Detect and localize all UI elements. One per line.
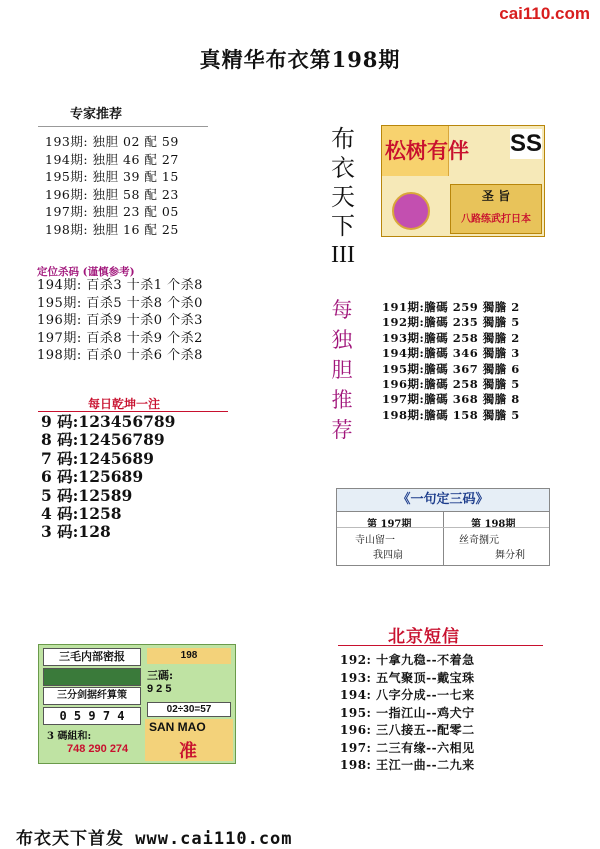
banner-t3: 3 碼組和: xyxy=(47,731,92,742)
cell: 寺山留一 xyxy=(355,535,395,546)
banner-brand: SAN MAO xyxy=(149,720,206,734)
col2-head: 第 198期 xyxy=(471,519,516,530)
list-item: 5 码:12589 xyxy=(41,485,133,505)
banner-big: 准 xyxy=(179,741,197,762)
banner-sanma: 三碼: xyxy=(147,669,174,682)
banner-sanma-val: 9 2 5 xyxy=(147,683,172,695)
list-item: 197期:膽碼 368 獨膽 8 xyxy=(382,392,520,407)
page-title: 真精华布衣第198期 xyxy=(199,47,401,72)
list-item: 196期: 独胆 58 配 23 xyxy=(45,186,179,202)
vertical-recommend: 每 独 胆 推 荐 xyxy=(331,298,353,442)
list-item: 196: 三八接五--配零二 xyxy=(340,723,475,737)
list-item: 193期:膽碼 258 獨膽 2 xyxy=(382,330,520,345)
banner-digits: 0 5 9 7 4 xyxy=(43,707,141,725)
banner-image xyxy=(381,125,545,237)
list-item: 7 码:1245689 xyxy=(41,448,154,468)
section3-heading: 每日乾坤一注 xyxy=(88,397,161,411)
list-item: 9 码:123456789 xyxy=(41,412,176,431)
list-item: 196期:膽碼 258 獨膽 5 xyxy=(382,377,520,392)
list-item: 198期:膽碼 158 獨膽 5 xyxy=(382,407,520,422)
footer: 布衣天下首发 www.cai110.com xyxy=(16,829,293,849)
list-item: 191期:膽碼 259 獨膽 2 xyxy=(382,300,520,314)
section2-list xyxy=(37,277,203,365)
list-item: 193期: 独胆 02 配 59 xyxy=(45,134,179,149)
list-item: 8 码:12456789 xyxy=(41,430,165,450)
banner-t1: 三毛内部密报 xyxy=(43,648,141,666)
banner-tag: 八路练武打日本 xyxy=(461,214,531,225)
cell: 我四扇 xyxy=(373,550,403,561)
banner-strip xyxy=(43,668,141,686)
list-item: 6 码:125689 xyxy=(41,467,144,487)
divider xyxy=(337,527,549,528)
list-item: 4 码:1258 xyxy=(41,504,122,524)
list-item: 195期: 独胆 39 配 15 xyxy=(45,169,179,185)
list-item: 195期: 百杀5 十杀8 个杀0 xyxy=(37,295,203,311)
cell: 丝奇捌元 xyxy=(459,535,499,546)
sanmao-banner xyxy=(38,644,236,764)
list-item: 194期: 百杀3 十杀1 个杀8 xyxy=(37,278,203,293)
list-item: 197: 二三有缘--六相见 xyxy=(340,740,475,755)
section5-title: 《一句定三码》 xyxy=(337,489,549,512)
section3-list xyxy=(41,413,175,542)
list-item: 194: 八字分成--一七来 xyxy=(340,688,475,702)
list-item: 194期: 独胆 46 配 27 xyxy=(45,151,179,167)
section7-list xyxy=(340,652,475,775)
divider xyxy=(443,511,444,565)
logo-icon: SS xyxy=(510,130,543,157)
section1-heading: 专家推荐 xyxy=(70,107,123,122)
banner-nums: 748 290 274 xyxy=(67,743,129,755)
emblem-icon xyxy=(392,192,430,230)
col1-head: 第 197期 xyxy=(367,519,412,530)
divider xyxy=(338,645,543,646)
list-item: 192: 十拿九稳--不着急 xyxy=(340,653,475,667)
list-item: 195: 一指江山--鸡犬宁 xyxy=(340,705,475,720)
banner-sub: 圣 旨 xyxy=(481,189,511,203)
vertical-recommend-wrap xyxy=(327,295,359,442)
list-item: 192期:膽碼 235 獨膽 5 xyxy=(382,315,520,330)
list-item: 198期: 百杀0 十杀6 个杀8 xyxy=(37,348,203,363)
banner-t2: 三分剑据纤算策 xyxy=(43,687,141,705)
section1-list xyxy=(45,133,179,239)
vertical-title: 布 衣 天 下 III xyxy=(331,125,355,268)
list-item: 3 码:128 xyxy=(41,522,111,542)
banner-main-text: 松树有伴 xyxy=(385,138,469,163)
section2-heading: 定位杀码 (谨慎参考) xyxy=(37,266,135,278)
section7-heading: 北京短信 xyxy=(388,627,460,647)
cell: 舞分利 xyxy=(495,550,525,561)
list-item: 193: 五气聚顶--戴宝珠 xyxy=(340,670,475,685)
divider xyxy=(38,126,208,127)
section5-table xyxy=(336,488,550,566)
section4-list xyxy=(382,300,520,423)
watermark: cai110.com xyxy=(499,4,590,23)
banner-calc: 02÷30=57 xyxy=(147,702,231,717)
list-item: 197期: 独胆 23 配 05 xyxy=(45,204,179,220)
list-item: 198: 王江一曲--二九来 xyxy=(340,758,475,772)
list-item: 194期:膽碼 346 獨膽 3 xyxy=(382,346,520,361)
list-item: 195期:膽碼 367 獨膽 6 xyxy=(382,361,520,376)
banner-issue: 198 xyxy=(147,648,231,664)
list-item: 197期: 百杀8 十杀9 个杀2 xyxy=(37,330,203,346)
section1-heading-wrap xyxy=(70,107,150,123)
list-item: 196期: 百杀9 十杀0 个杀3 xyxy=(37,313,203,328)
list-item: 198期: 独胆 16 配 25 xyxy=(45,221,179,237)
